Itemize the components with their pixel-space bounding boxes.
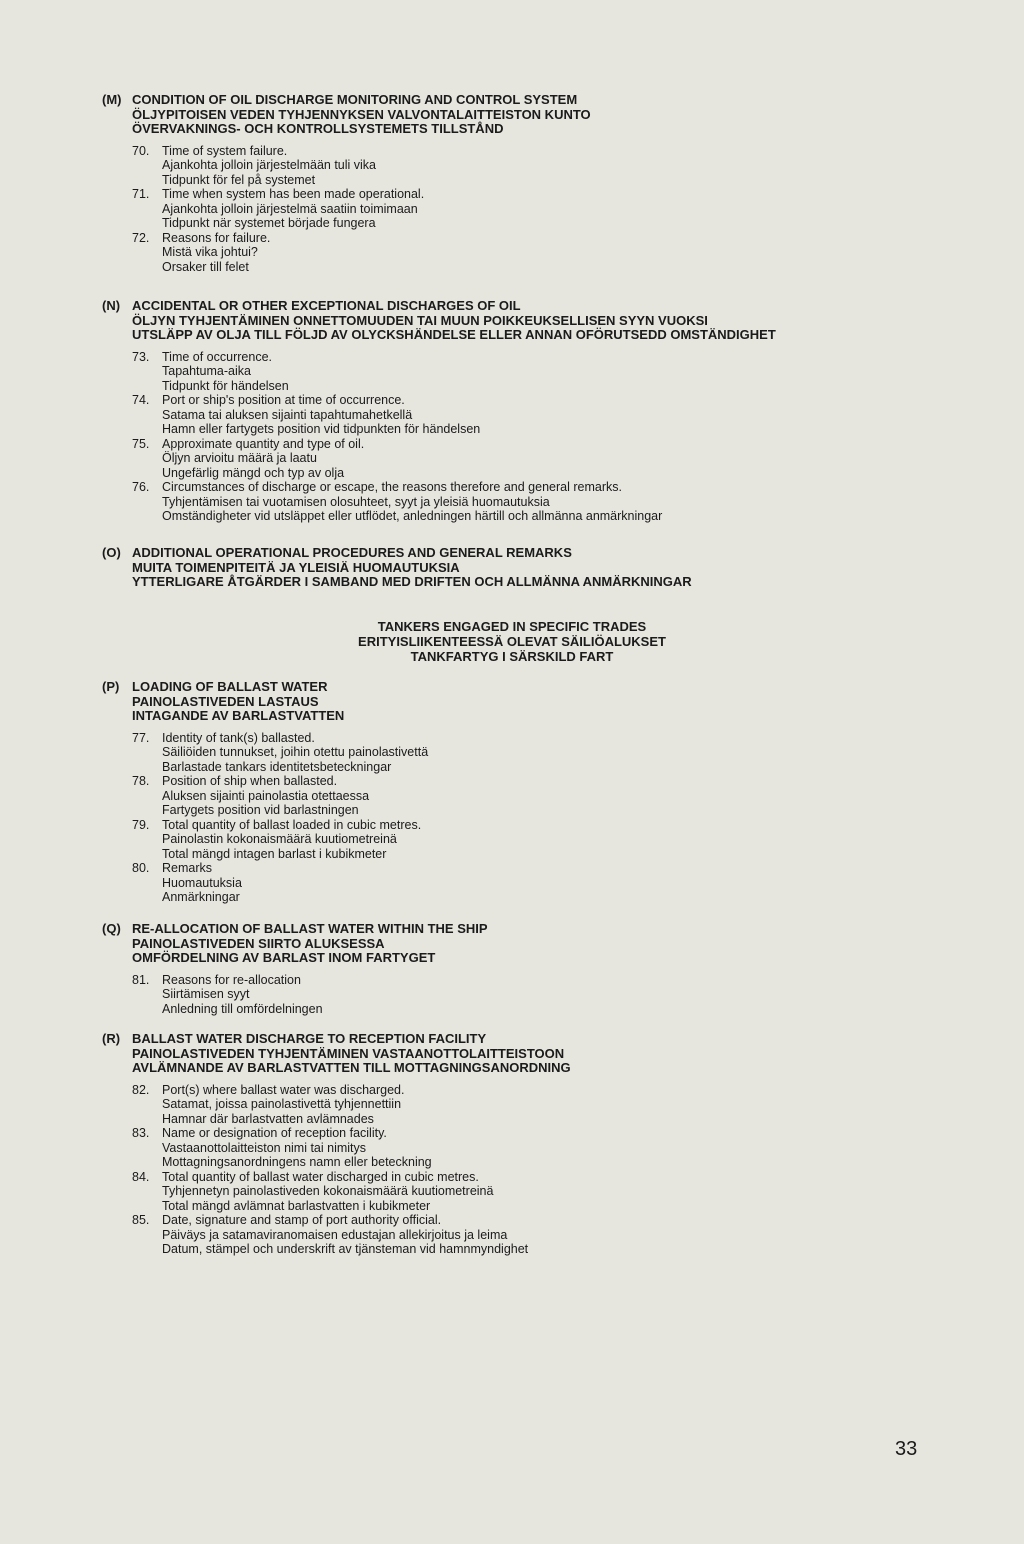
- list-item: [102, 731, 922, 775]
- heading-line-fi: PAINOLASTIVEDEN TYHJENTÄMINEN VASTAANOTTOLAITTEISTOON: [132, 1045, 565, 1061]
- tankers-heading: [0, 619, 1024, 664]
- item-line-sv: Anledning till omfördelningen: [162, 1001, 323, 1016]
- section-heading: [102, 922, 922, 966]
- item-line-fi: Tyhjentämisen tai vuotamisen olosuhteet, syyt ja yleisiä huomautuksia: [162, 494, 550, 509]
- item-line-en: Remarks: [162, 861, 213, 875]
- item-list: [102, 973, 922, 1017]
- item-line-sv: Tidpunkt för fel på systemet: [162, 172, 316, 187]
- list-item: [102, 187, 922, 231]
- item-line-sv: Mottagningsanordningens namn eller beteckning: [162, 1155, 432, 1169]
- item-number: 82.: [132, 1082, 150, 1097]
- item-line-fi: Säiliöiden tunnukset, joihin otettu painolastivettä: [162, 745, 429, 759]
- heading-line-sv: INTAGANDE AV BARLASTVATTEN: [132, 708, 345, 723]
- heading-line-en: ADDITIONAL OPERATIONAL PROCEDURES AND GENERAL REMARKS: [132, 545, 572, 560]
- list-item: [102, 818, 922, 862]
- item-line-fi: Aluksen sijainti painolastia otettaessa: [162, 788, 370, 803]
- item-line-en: Time of occurrence.: [162, 349, 272, 364]
- tankers-heading-en: TANKERS ENGAGED IN SPECIFIC TRADES: [377, 619, 647, 634]
- item-number: 84.: [132, 1169, 150, 1184]
- section-letter: (N): [102, 298, 121, 313]
- item-line-en: Identity of tank(s) ballasted.: [162, 730, 315, 745]
- section-p: [102, 680, 922, 905]
- list-item: [102, 861, 922, 905]
- item-line-en: Time of system failure.: [162, 143, 288, 158]
- item-line-en: Circumstances of discharge or escape, the reasons therefore and general remarks.: [162, 480, 622, 494]
- item-number: 83.: [132, 1126, 150, 1140]
- list-item: [102, 437, 922, 481]
- list-item: [102, 350, 922, 394]
- item-number: 80.: [132, 861, 150, 875]
- heading-line-en: RE-ALLOCATION OF BALLAST WATER WITHIN THE SHIP: [132, 921, 488, 936]
- item-line-en: Date, signature and stamp of port authority official.: [162, 1213, 442, 1227]
- item-number: 77.: [132, 730, 150, 745]
- section-heading: [102, 680, 922, 724]
- section-heading: [102, 546, 922, 590]
- item-line-sv: Tidpunkt när systemet började fungera: [162, 216, 376, 230]
- item-line-sv: Hamnar där barlastvatten avlämnades: [162, 1111, 374, 1126]
- heading-line-fi: PAINOLASTIVEDEN SIIRTO ALUKSESSA: [132, 935, 385, 951]
- list-item: [102, 774, 922, 818]
- item-line-en: Port(s) where ballast water was discharged.: [162, 1082, 405, 1097]
- section-q: [102, 922, 922, 1016]
- item-list: [102, 144, 922, 275]
- section-letter: (O): [102, 545, 121, 560]
- item-line-en: Name or designation of reception facility.: [162, 1126, 387, 1140]
- heading-line-sv: OMFÖRDELNING AV BARLAST INOM FARTYGET: [132, 950, 436, 965]
- item-line-sv: Omständigheter vid utsläppet eller utflödet, anledningen härtill och allmänna anmärkningar: [162, 509, 663, 523]
- heading-line-en: CONDITION OF OIL DISCHARGE MONITORING AND CONTROL SYSTEM: [132, 92, 578, 107]
- section-letter: (M): [102, 92, 122, 107]
- heading-line-fi: MUITA TOIMENPITEITÄ JA YLEISIÄ HUOMAUTUKSIA: [132, 559, 460, 575]
- item-number: 74.: [132, 393, 150, 407]
- item-line-en: Reasons for failure.: [162, 230, 271, 245]
- item-line-sv: Ungefärlig mängd och typ av olja: [162, 465, 345, 480]
- item-line-fi: Satamat, joissa painolastivettä tyhjennettiin: [162, 1097, 402, 1111]
- item-line-fi: Siirtämisen syyt: [162, 987, 250, 1001]
- list-item: [102, 393, 922, 437]
- item-number: 73.: [132, 349, 150, 364]
- list-item: [102, 973, 922, 1017]
- item-line-fi: Öljyn arvioitu määrä ja laatu: [162, 451, 317, 465]
- section-heading: [102, 93, 922, 137]
- section-letter: (R): [102, 1031, 121, 1046]
- item-line-en: Reasons for re-allocation: [162, 972, 301, 987]
- item-line-en: Approximate quantity and type of oil.: [162, 436, 365, 451]
- tankers-heading-fi: ERITYISLIIKENTEESSÄ OLEVAT SÄILIÖALUKSET: [358, 634, 666, 649]
- item-number: 71.: [132, 187, 150, 201]
- heading-line-sv: ÖVERVAKNINGS- OCH KONTROLLSYSTEMETS TILLSTÅND: [132, 121, 504, 136]
- heading-line-sv: AVLÄMNANDE AV BARLASTVATTEN TILL MOTTAGNINGSANORDNING: [132, 1060, 571, 1075]
- item-line-en: Position of ship when ballasted.: [162, 774, 338, 788]
- section-letter: (P): [102, 679, 120, 694]
- item-number: 79.: [132, 817, 150, 832]
- heading-line-en: ACCIDENTAL OR OTHER EXCEPTIONAL DISCHARGES OF OIL: [132, 298, 521, 313]
- item-number: 70.: [132, 143, 150, 158]
- item-list: [102, 350, 922, 524]
- item-line-fi: Tyhjennetyn painolastiveden kokonaismäärä kuutiometreinä: [162, 1184, 494, 1198]
- section-heading: [102, 299, 922, 343]
- item-line-sv: Tidpunkt för händelsen: [162, 378, 289, 393]
- item-number: 72.: [132, 230, 150, 245]
- item-line-sv: Fartygets position vid barlastningen: [162, 803, 359, 817]
- item-list: [102, 1083, 922, 1257]
- list-item: [102, 231, 922, 275]
- heading-line-fi: ÖLJYPITOISEN VEDEN TYHJENNYKSEN VALVONTALAITTEISTON KUNTO: [132, 106, 591, 122]
- item-number: 76.: [132, 480, 150, 494]
- item-number: 75.: [132, 436, 150, 451]
- page-number: 33: [895, 1438, 918, 1460]
- item-line-fi: Painolastin kokonaismäärä kuutiometreinä: [162, 832, 397, 846]
- item-line-fi: Mistä vika johtui?: [162, 245, 258, 259]
- item-number: 85.: [132, 1213, 150, 1227]
- heading-line-sv: YTTERLIGARE ÅTGÄRDER I SAMBAND MED DRIFTEN OCH ALLMÄNNA ANMÄRKNINGAR: [132, 574, 692, 589]
- section-o: [102, 546, 922, 590]
- list-item: [102, 1126, 922, 1170]
- heading-line-en: BALLAST WATER DISCHARGE TO RECEPTION FACILITY: [132, 1031, 487, 1046]
- list-item: [102, 1170, 922, 1214]
- item-line-fi: Tapahtuma-aika: [162, 364, 251, 378]
- item-line-en: Total quantity of ballast water discharged in cubic metres.: [162, 1169, 479, 1184]
- item-line-sv: Datum, stämpel och underskrift av tjänsteman vid hamnmyndighet: [162, 1242, 529, 1256]
- item-number: 81.: [132, 972, 150, 987]
- item-number: 78.: [132, 774, 150, 788]
- item-line-fi: Huomautuksia: [162, 875, 242, 890]
- item-line-sv: Total mängd avlämnat barlastvatten i kubikmeter: [162, 1198, 431, 1213]
- item-line-fi: Satama tai aluksen sijainti tapahtumahetkellä: [162, 407, 413, 422]
- list-item: [102, 480, 922, 524]
- item-list: [102, 731, 922, 905]
- heading-line-fi: PAINOLASTIVEDEN LASTAUS: [132, 693, 319, 709]
- section-r: [102, 1032, 922, 1257]
- item-line-en: Port or ship's position at time of occurrence.: [162, 393, 405, 407]
- section-m: [102, 93, 922, 274]
- heading-line-fi: ÖLJYN TYHJENTÄMINEN ONNETTOMUUDEN TAI MUUN POIKKEUKSELLISEN SYYN VUOKSI: [132, 312, 708, 328]
- heading-line-en: LOADING OF BALLAST WATER: [132, 679, 328, 694]
- list-item: [102, 1083, 922, 1127]
- item-line-sv: Anmärkningar: [162, 890, 240, 904]
- item-line-fi: Päiväys ja satamaviranomaisen edustajan allekirjoitus ja leima: [162, 1227, 508, 1242]
- item-line-fi: Vastaanottolaitteiston nimi tai nimitys: [162, 1140, 367, 1155]
- section-n: [102, 299, 922, 524]
- item-line-en: Total quantity of ballast loaded in cubic metres.: [162, 817, 422, 832]
- list-item: [102, 144, 922, 188]
- item-line-sv: Barlastade tankars identitetsbeteckningar: [162, 759, 392, 774]
- item-line-en: Time when system has been made operational.: [162, 187, 425, 201]
- item-line-fi: Ajankohta jolloin järjestelmä saatiin toimimaan: [162, 201, 418, 216]
- tankers-heading-sv: TANKFARTYG I SÄRSKILD FART: [410, 649, 614, 664]
- item-line-fi: Ajankohta jolloin järjestelmään tuli vika: [162, 158, 377, 172]
- section-letter: (Q): [102, 921, 121, 936]
- section-heading: [102, 1032, 922, 1076]
- list-item: [102, 1213, 922, 1257]
- item-line-sv: Hamn eller fartygets position vid tidpunkten för händelsen: [162, 422, 481, 436]
- heading-line-sv: UTSLÄPP AV OLJA TILL FÖLJD AV OLYCKSHÄNDELSE ELLER ANNAN OFÖRUTSEDD OMSTÄNDIGHET: [132, 327, 776, 342]
- item-line-sv: Orsaker till felet: [162, 259, 249, 274]
- item-line-sv: Total mängd intagen barlast i kubikmeter: [162, 846, 387, 861]
